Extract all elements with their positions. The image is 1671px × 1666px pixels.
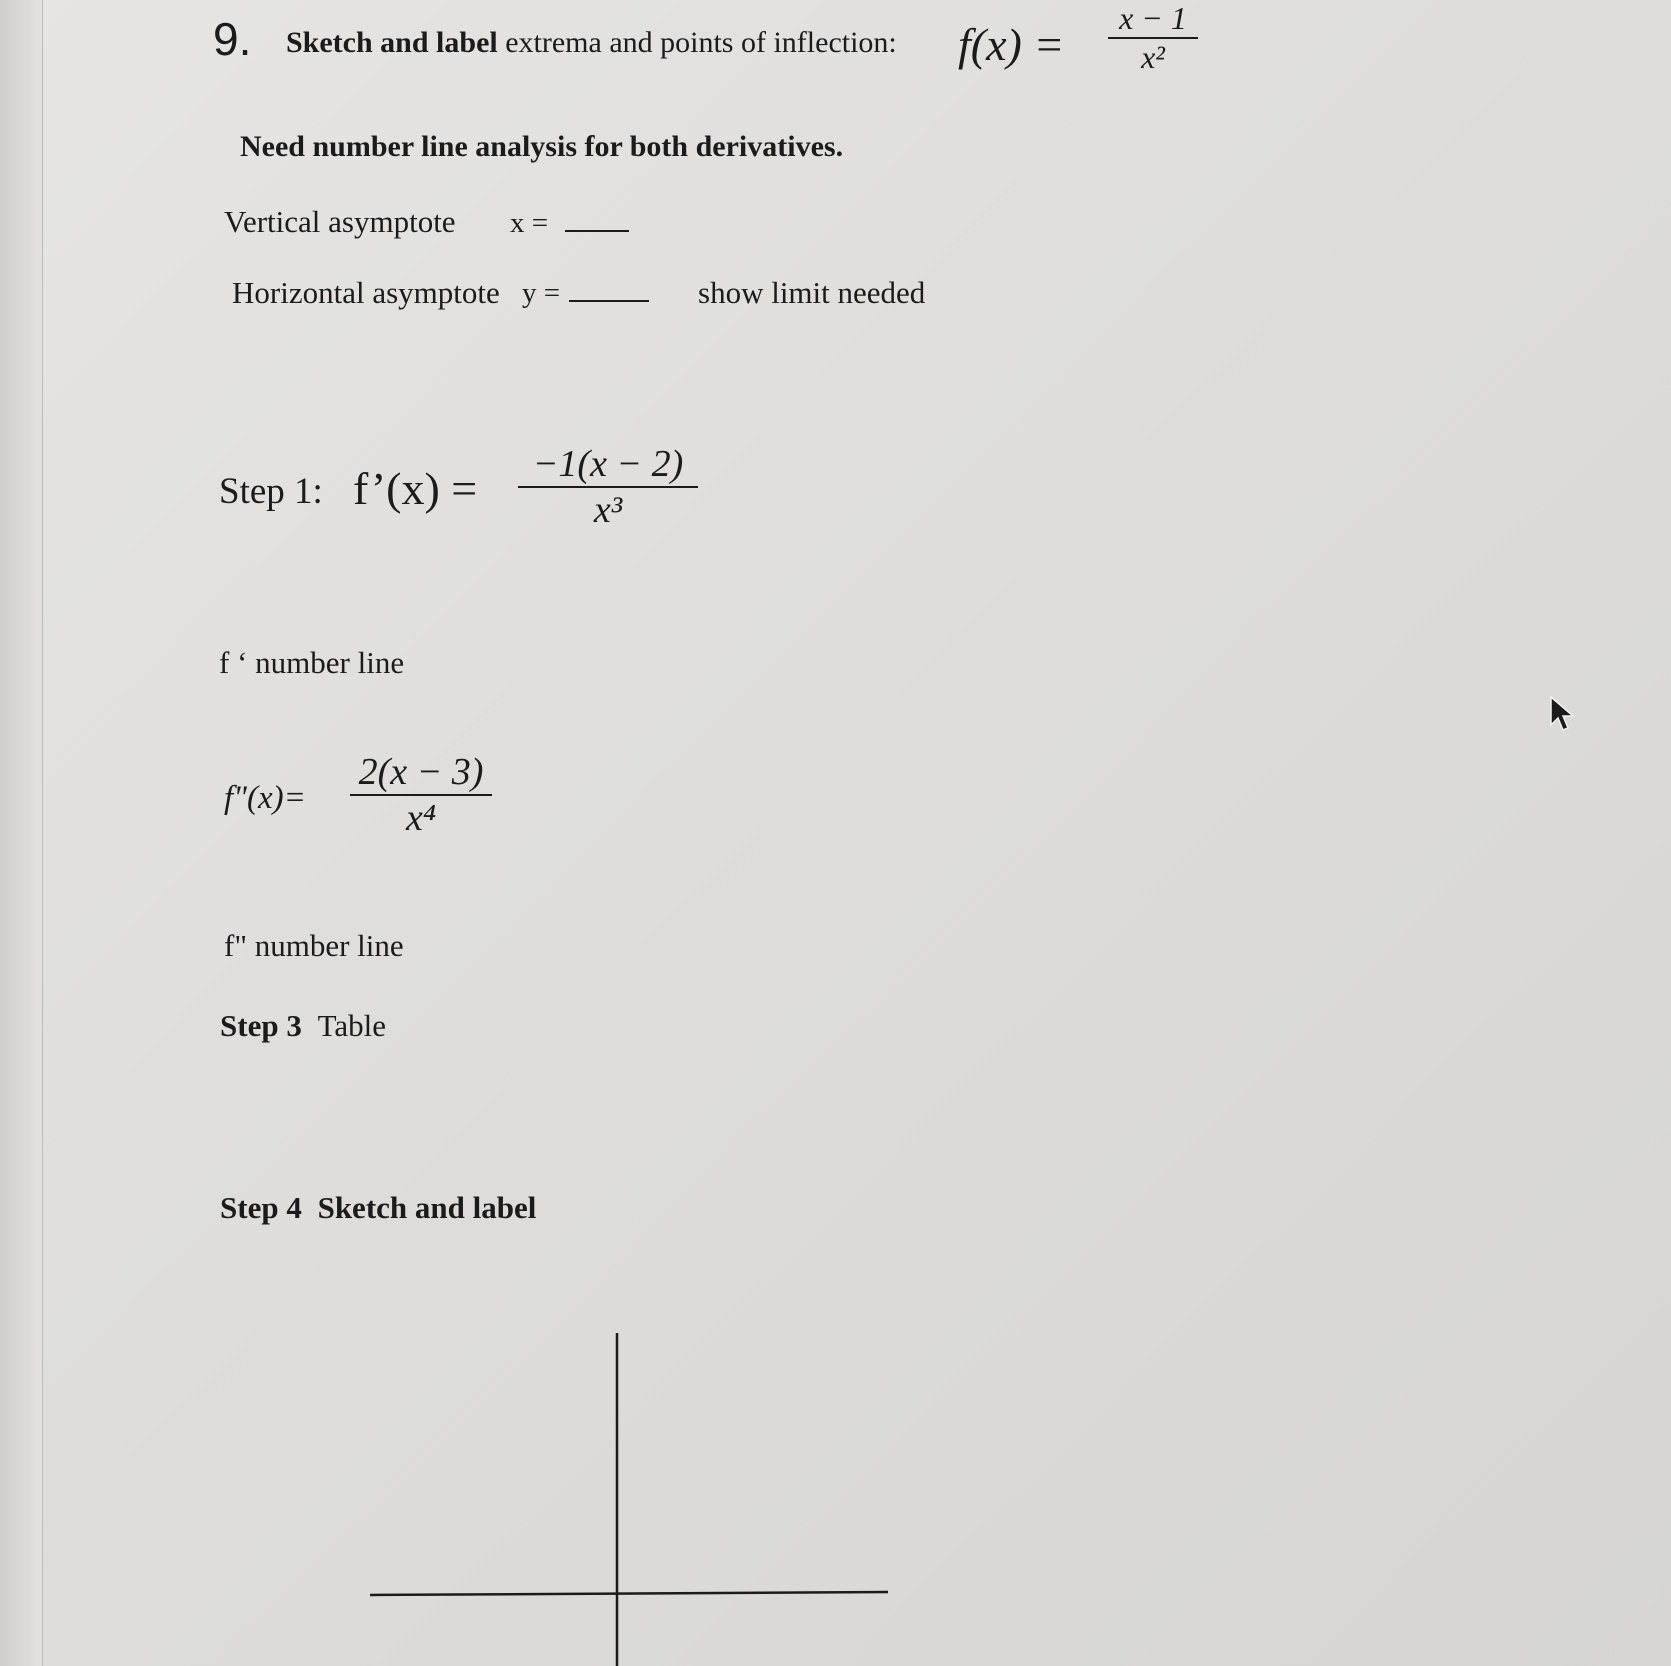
step3-label: Step 3: [220, 1008, 302, 1043]
function-lhs: f(x) =: [958, 19, 1065, 70]
second-derivative-denominator: x⁴: [405, 797, 437, 839]
fdoubleprime-numberline-label: f" number line: [224, 928, 404, 963]
problem-number: 9.: [213, 13, 252, 65]
function-denominator: x²: [1141, 39, 1165, 75]
second-derivative-numerator: 2(x − 3): [358, 751, 484, 793]
step3-text: Table: [317, 1008, 386, 1043]
second-derivative-lhs: f"(x)=: [224, 780, 306, 816]
instruction-note: Need number line analysis for both derivatives.: [240, 130, 844, 163]
fprime-numberline-label: f ‘ number line: [219, 645, 405, 680]
instruction-bold: Sketch and label: [286, 26, 498, 59]
x-axis: [370, 1592, 888, 1595]
first-derivative-lhs: f’(x) =: [353, 463, 478, 514]
step4-label: Step 4: [220, 1190, 302, 1225]
mouse-cursor-icon: [1549, 695, 1579, 735]
instruction-rest: extrema and points of inflection:: [505, 26, 897, 59]
step1-label: Step 1:: [219, 471, 323, 512]
horizontal-asymptote-note: show limit needed: [698, 275, 926, 310]
horizontal-asymptote-label: Horizontal asymptote: [232, 275, 500, 310]
horizontal-eq-text: y =: [522, 277, 561, 309]
first-derivative-numerator: −1(x − 2): [532, 443, 684, 485]
vertical-eq-text: x =: [510, 207, 549, 239]
step4-text: Sketch and label: [317, 1190, 537, 1225]
first-derivative-denominator: x³: [593, 489, 623, 531]
vertical-asymptote-label: Vertical asymptote: [224, 204, 456, 239]
function-numerator: x − 1: [1119, 0, 1187, 36]
